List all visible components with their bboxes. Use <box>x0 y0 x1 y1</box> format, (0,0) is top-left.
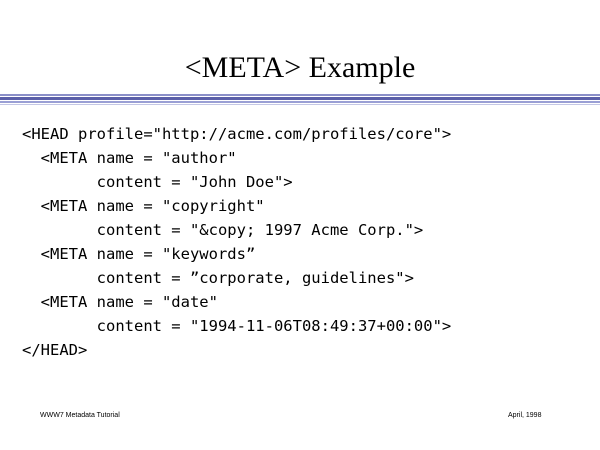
title-underline <box>0 104 600 105</box>
slide-title: <META> Example <box>184 51 416 84</box>
code-line: content = "John Doe"> <box>22 173 293 191</box>
code-line: <META name = "keywords” <box>22 245 256 263</box>
title-underline <box>0 94 600 96</box>
footer-right-text: April, 1998 <box>508 412 542 419</box>
code-line: content = "&copy; 1997 Acme Corp."> <box>22 221 424 239</box>
title-underline <box>0 97 600 100</box>
footer-left-text: WWW7 Metadata Tutorial <box>40 412 120 419</box>
code-line: content = "1994-11-06T08:49:37+00:00"> <box>22 317 452 335</box>
title-underline <box>0 101 600 103</box>
code-line: <META name = "author" <box>22 149 237 167</box>
code-line: <META name = "date" <box>22 293 218 311</box>
code-line: </HEAD> <box>22 341 88 359</box>
code-block <box>22 122 451 362</box>
code-line: <META name = "copyright" <box>22 197 265 215</box>
code-line: content = ”corporate, guidelines"> <box>22 269 414 287</box>
code-line: <HEAD profile="http://acme.com/profiles/core"> <box>22 125 452 143</box>
